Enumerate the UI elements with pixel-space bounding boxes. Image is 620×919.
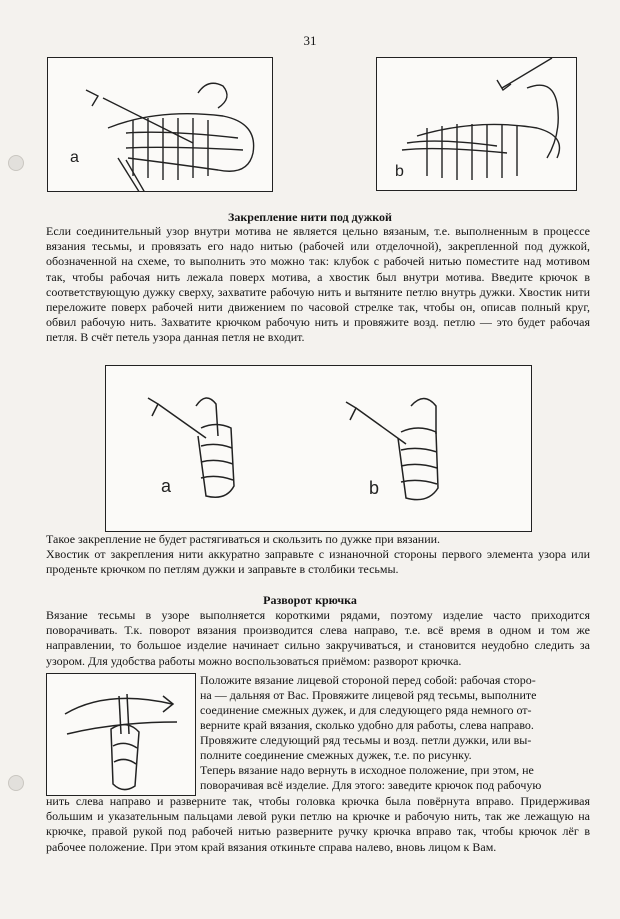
figure-thread-under-loop-b — [376, 57, 577, 191]
text-line: Теперь вязание надо вернуть в исходное положение, при этом, не — [200, 763, 534, 777]
figure-thread-under-loop-a — [47, 57, 273, 192]
paragraph-no-stretch: Такое закрепление не будет растягиваться и скользить по дужке при вязании. — [46, 532, 441, 546]
section-heading-hook-turn: Разворот крючка — [263, 593, 357, 607]
figure-label: b — [369, 478, 380, 498]
text-line: верните край вязания, сколько удобно для работы, слева направо. — [200, 718, 534, 732]
paragraph-thread-fastening: Если соединительный узор внутри мотива не является цельно вязаным, т.е. выполненным в процессе вязания тесьмы, и провязать его надо нитью (рабочей или отделочной), закрепленной под дужкой, обозначенной на схеме, то выполнить это можно так: клубок с рабочей нитью поместите над мотивом так, чтобы рабочая нить лежала поверх мотива, а хвостик был внутри мотива. Введите крючок в соответствующую дужку сверху, захватите рабочую нить и вытяните петлю внутрь дужки. Хвостик нити переложите поверх рабочей нити движением по часовой стрелке так, чтобы он, описав полный круг, обвил рабочую нить. Захватите крючком рабочую нить и провяжите возд. петлю — это будет рабочая петля. В счёт петель узора данная петля не входит. — [46, 224, 590, 345]
paragraph-tail-hide: Хвостик от закрепления нити аккуратно заправьте с изнаночной стороны первого элемента узора или проденьте крючком по петлям дужки и заправьте в столбики тесьмы. — [46, 547, 590, 577]
figure-label: a — [70, 149, 79, 166]
figure-fastening-loop — [105, 365, 532, 532]
paragraph-hook-turn-intro: Вязание тесьмы в узоре выполняется короткими рядами, поэтому изделие часто приходится поворачивать. Т.к. поворот вязания производится слева направо, т.е. всё время в одном и том же направлении, то большое изделие начинает сильно закручиваться, и становится неудобно следить за узором. Для удобства работы можно воспользоваться приёмом: разворот крючка. — [46, 608, 590, 668]
text-line: соединение смежных дужек, и для следующего ряда немного от- — [200, 703, 532, 717]
hook-turn-illustration — [47, 674, 195, 795]
binder-hole-top — [8, 155, 24, 171]
binder-hole-bottom — [8, 775, 24, 791]
figure-hook-turn — [46, 673, 196, 796]
page-number: 31 — [303, 33, 317, 48]
text-line: полните соединение смежных дужек, т.е. по рисунку. — [200, 748, 472, 762]
crochet-fastening-illustration — [106, 366, 531, 531]
text-line: Провяжите следующий ряд тесьмы и возд. петли дужки, или вы- — [200, 733, 532, 747]
crochet-illustration-b — [377, 58, 576, 190]
paragraph-hook-turn-final: нить слева направо и разверните так, чтобы головка крючка была повёрнута вправо. Придерживая большим и указательным пальцами левой руки петлю на крючке и рабочую нить, так же лежащую на крючке, правой рукой под рабочей нитью разверните ручку крючка вправо так, чтобы крючок лёг в рабочее положение. При этом край вязания откиньте справа налево, вновь лицом к Вам. — [46, 794, 590, 854]
text-line: на — дальняя от Вас. Провяжите лицевой ряд тесьмы, выполните — [200, 688, 537, 702]
crochet-illustration-a — [48, 58, 272, 191]
figure-label: a — [161, 476, 172, 496]
figure-label: b — [395, 163, 404, 180]
section-heading-thread-fastening: Закрепление нити под дужкой — [228, 210, 392, 224]
text-line: Положите вязание лицевой стороной перед собой: рабочая сторо- — [200, 673, 536, 687]
text-line: поворачивая всё изделие. Для этого: заведите крючок под рабочую — [200, 778, 542, 792]
